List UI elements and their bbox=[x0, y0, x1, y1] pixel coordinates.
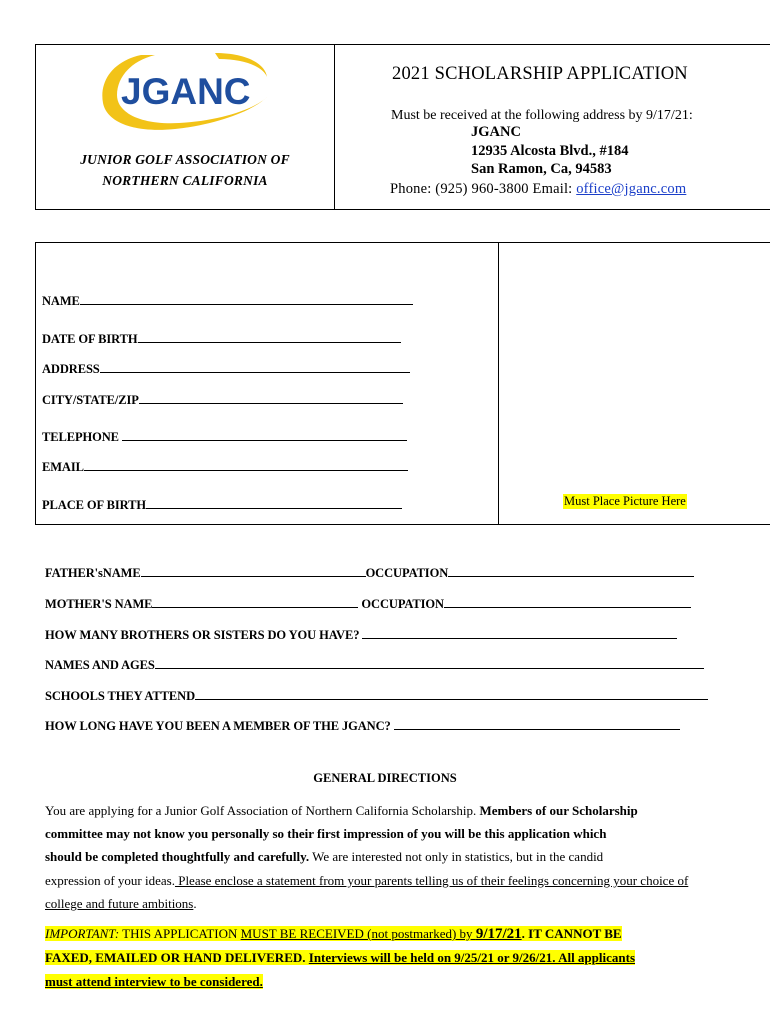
dob-field bbox=[42, 331, 401, 347]
important-text: . IT CANNOT BE bbox=[521, 926, 622, 941]
directions-line4 bbox=[45, 869, 735, 893]
schools-label: SCHOOLS THEY ATTEND bbox=[45, 689, 195, 703]
dob-line[interactable] bbox=[138, 331, 401, 343]
member-line[interactable] bbox=[394, 718, 680, 730]
mother-name-label: MOTHER'S NAME bbox=[45, 597, 153, 611]
siblings-line[interactable] bbox=[362, 627, 677, 639]
directions-underlined-text: Please enclose a statement from your parents telling us of their feelings concerning your choice of bbox=[174, 873, 689, 888]
name-field bbox=[42, 293, 413, 309]
important-interviews: Interviews will be held on 9/25/21 or 9/26/21. All applicants bbox=[308, 950, 635, 965]
father-row bbox=[45, 565, 694, 581]
important-date: 9/17/21 bbox=[475, 926, 522, 942]
important-line3 bbox=[45, 970, 263, 994]
email-label: EMAIL bbox=[42, 460, 84, 474]
directions-line5 bbox=[45, 892, 735, 916]
picture-placeholder[interactable]: Must Place Picture Here bbox=[564, 494, 686, 508]
contact-line bbox=[390, 181, 686, 198]
important-line2 bbox=[45, 946, 635, 970]
telephone-line[interactable] bbox=[122, 429, 407, 441]
directions-line2: committee may not know you personally so their first impression of you will be this application which bbox=[45, 826, 607, 841]
phone-text: Phone: (925) 960-3800 Email: bbox=[390, 181, 577, 197]
email-line[interactable] bbox=[84, 459, 408, 471]
important-attend: must attend interview to be considered. bbox=[45, 974, 263, 989]
names-ages-row bbox=[45, 657, 704, 673]
jganc-logo bbox=[95, 47, 275, 133]
address-label: ADDRESS bbox=[42, 362, 100, 376]
directions-title: GENERAL DIRECTIONS bbox=[313, 771, 457, 785]
city-field bbox=[42, 392, 403, 408]
directions-text: We are interested not only in statistics, but in the candid bbox=[309, 849, 604, 864]
member-row bbox=[45, 718, 680, 734]
important-line1 bbox=[45, 922, 622, 946]
address-line1: JGANC bbox=[471, 124, 521, 140]
directions-text: You are applying for a Junior Golf Association of Northern California Scholarship. bbox=[45, 803, 480, 818]
picture-divider bbox=[498, 242, 499, 525]
name-label: NAME bbox=[42, 294, 80, 308]
logo-text: JGANC bbox=[121, 71, 251, 112]
directions-text: . bbox=[193, 896, 197, 911]
header-divider bbox=[334, 44, 335, 210]
father-occupation-line[interactable] bbox=[448, 565, 694, 577]
important-text: THIS APPLICATION bbox=[119, 926, 241, 941]
directions-text: expression of your ideas. bbox=[45, 873, 175, 888]
directions-underlined-text: college and future ambitions bbox=[45, 896, 194, 911]
mother-row bbox=[45, 596, 691, 612]
email-link[interactable]: office@jganc.com bbox=[576, 181, 687, 197]
siblings-label: HOW MANY BROTHERS OR SISTERS DO YOU HAVE? bbox=[45, 628, 363, 642]
directions-bold-text: should be completed thoughtfully and carefully. bbox=[45, 849, 310, 864]
telephone-label: TELEPHONE bbox=[42, 430, 122, 444]
org-name-line2: NORTHERN CALIFORNIA bbox=[102, 173, 268, 188]
important-text: FAXED, EMAILED OR HAND DELIVERED. bbox=[45, 950, 309, 965]
address-line[interactable] bbox=[100, 361, 410, 373]
important-deadline: MUST BE RECEIVED (not postmarked) by bbox=[240, 926, 476, 941]
city-label: CITY/STATE/ZIP bbox=[42, 393, 139, 407]
address-line3: San Ramon, Ca, 94583 bbox=[471, 161, 612, 177]
schools-row bbox=[45, 688, 708, 704]
personal-info-box bbox=[35, 242, 770, 525]
mother-name-line[interactable] bbox=[152, 596, 358, 608]
directions-line1 bbox=[45, 799, 735, 823]
birthplace-line[interactable] bbox=[146, 497, 402, 509]
member-label: HOW LONG HAVE YOU BEEN A MEMBER OF THE JGANC? bbox=[45, 719, 394, 733]
address-line2: 12935 Alcosta Blvd., #184 bbox=[471, 143, 629, 159]
directions-bold-text: Members of our Scholarship bbox=[479, 803, 638, 818]
mother-occupation-line[interactable] bbox=[444, 596, 691, 608]
telephone-field bbox=[42, 429, 407, 445]
city-line[interactable] bbox=[139, 392, 403, 404]
address-note: Must be received at the following address by 9/17/21: bbox=[391, 108, 693, 123]
birthplace-field bbox=[42, 497, 402, 513]
siblings-row bbox=[45, 627, 677, 643]
name-line[interactable] bbox=[80, 293, 413, 305]
schools-line[interactable] bbox=[195, 688, 708, 700]
address-field bbox=[42, 361, 410, 377]
names-ages-line[interactable] bbox=[155, 657, 704, 669]
father-name-label: FATHER'sNAME bbox=[45, 566, 141, 580]
email-field bbox=[42, 459, 408, 475]
names-ages-label: NAMES AND AGES bbox=[45, 658, 155, 672]
father-occupation-label: OCCUPATION bbox=[365, 566, 449, 580]
page-title: 2021 SCHOLARSHIP APPLICATION bbox=[392, 64, 688, 84]
mother-occupation-label: OCCUPATION bbox=[361, 597, 444, 611]
directions-line3 bbox=[45, 845, 735, 869]
birthplace-label: PLACE OF BIRTH bbox=[42, 498, 146, 512]
org-name-line1: JUNIOR GOLF ASSOCIATION OF bbox=[80, 152, 290, 167]
important-label: IMPORTANT: bbox=[45, 926, 120, 941]
father-name-line[interactable] bbox=[141, 565, 366, 577]
dob-label: DATE OF BIRTH bbox=[42, 332, 138, 346]
